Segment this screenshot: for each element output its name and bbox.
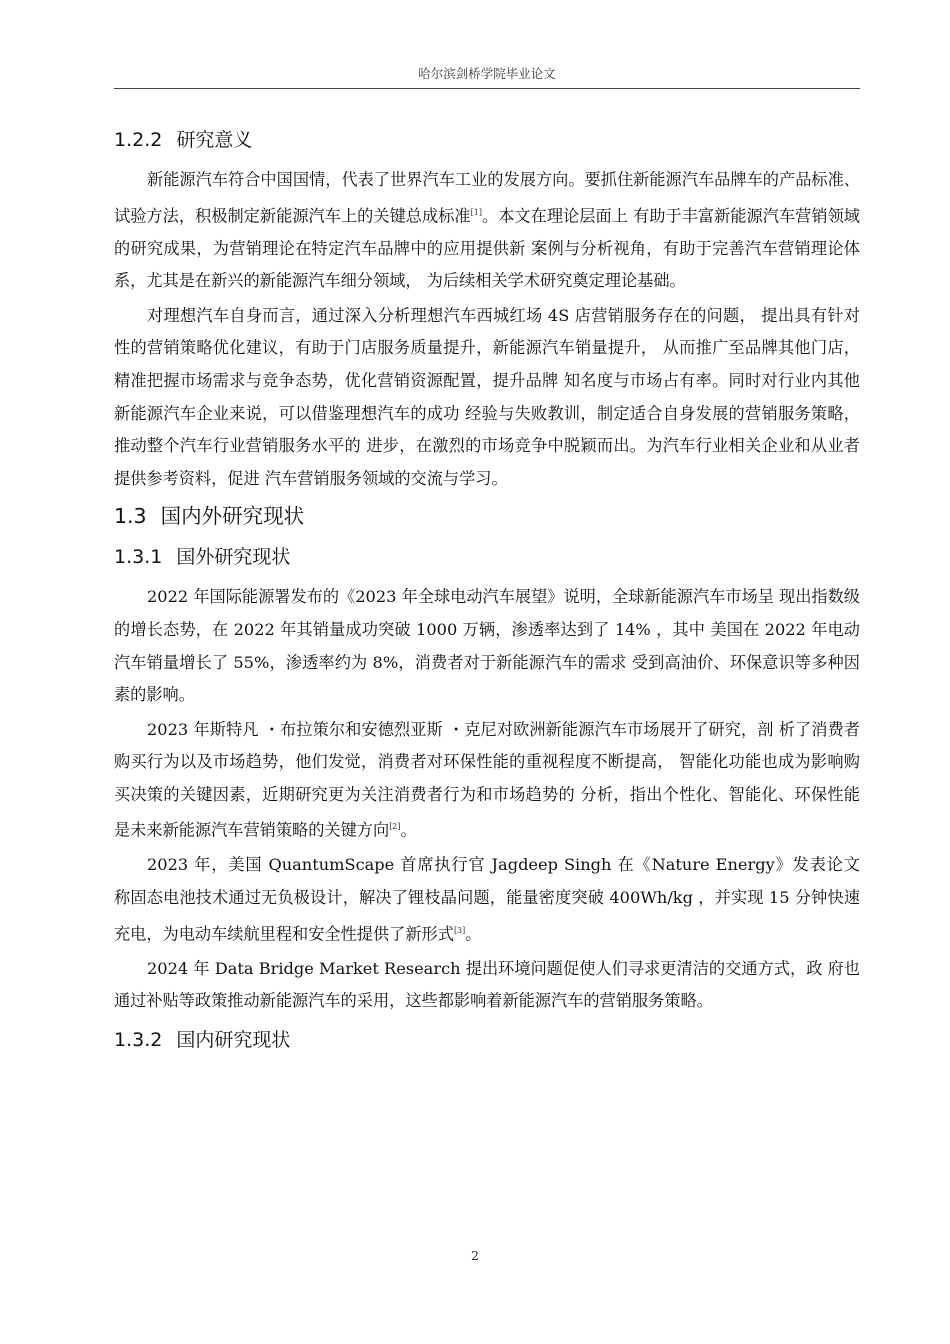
citation-ref: [1]	[470, 207, 482, 217]
page-body	[114, 124, 860, 1064]
heading-1-2-2	[114, 124, 860, 164]
section-title: 国内研究现状	[176, 1028, 291, 1051]
paragraph-text: 2023 年，美国 QuantumScape 首席执行官 Jagdeep Singh 在《Nature Energy》发表论文 称固态电池技术通过无负极设计，解决了锂枝晶问题，能量密度突破 400Wh/kg ，并实现 15 分钟快速充电，为电动车续航里程和安全性提供了新形式	[114, 855, 860, 944]
header-rule	[114, 88, 860, 89]
citation-ref: [3]	[453, 925, 466, 935]
paragraph-foreign-1: 2022 年国际能源署发布的《2023 年全球电动汽车展望》说明，全球新能源汽车市场呈 现出指数级的增长态势，在 2022 年其销量成功突破 1000 万辆，渗透率达到了 14% ，其中 美国在 2022 年电动汽车销量增长了 55%，渗透率约为 8%，消费者对于新能源汽车的需求 受到高油价、环保意识等多种因素的影响。	[114, 587, 860, 705]
heading-1-3-1	[114, 541, 860, 581]
section-title: 研究意义	[176, 129, 253, 151]
paragraph-text: 新能源汽车符合中国国情，代表了世界汽车工业的发展方向。要抓住新能源汽车品牌车的产品标准、试验方法，积极制定新能源汽车上的关键总成标准	[114, 170, 860, 225]
section-number: 1.3.1	[114, 546, 163, 569]
section-number: 1.3.2	[114, 1028, 163, 1051]
paragraph-foreign-3	[114, 849, 860, 950]
section-title: 国内外研究现状	[160, 504, 305, 529]
heading-1-3-2	[114, 1024, 860, 1064]
section-number: 1.2.2	[114, 129, 163, 151]
paragraph-significance-2: 对理想汽车自身而言，通过深入分析理想汽车西城红场 4S 店营销服务存在的问题， 提出具有针对性的营销策略优化建议，有助于门店服务质量提升，新能源汽车销量提升， 从而推广至品牌其他门店，精准把握市场需求与竞争态势，优化营销资源配置，提升品牌 知名度与市场占有率。同时对行业内其他新能源汽车企业来说，可以借鉴理想汽车的成功 经验与失败教训，制定适合自身发展的营销服务策略，推动整个汽车行业营销服务水平的 进步，在激烈的市场竞争中脱颖而出。为汽车行业相关企业和从业者提供参考资料，促进 汽车营销服务领域的交流与学习。	[114, 305, 860, 488]
page-number: 2	[471, 1248, 479, 1263]
paragraph-text: 。	[400, 820, 417, 840]
running-header: 哈尔滨剑桥学院毕业论文	[418, 66, 556, 81]
section-number: 1.3	[114, 504, 147, 529]
paragraph-significance-1	[114, 164, 860, 298]
section-title: 国外研究现状	[176, 546, 291, 569]
paragraph-text: 。	[465, 924, 482, 944]
paragraph-foreign-4: 2024 年 Data Bridge Market Research 提出环境问题促使人们寻求更清洁的交通方式，政 府也通过补贴等政策推动新能源汽车的采用，这些都影响着新能源汽车的营销服务策略。	[114, 958, 860, 1011]
paragraph-text: 2023 年斯特凡 ・布拉策尔和安德烈亚斯 ・克尼对欧洲新能源汽车市场展开了研究，剖 析了消费者购买行为以及市场趋势，他们发觉，消费者对环保性能的重视程度不断提高， 智能化功能也成为影响购买决策的关键因素，近期研究更为关注消费者行为和市场趋势的 分析，指出个性化、智能化、环保性能是未来新能源汽车营销策略的关键方向	[114, 719, 860, 840]
paragraph-text: 。本文在理论层面上 有助于丰富新能源汽车营销领域的研究成果，为营销理论在特定汽车品牌中的应用提供新 案例与分析视角，有助于完善汽车营销理论体系，尤其是在新兴的新能源汽车细分领域， 为后续相关学术研究奠定理论基础。	[114, 205, 860, 291]
citation-ref: [2]	[389, 822, 401, 832]
heading-1-3	[114, 497, 860, 535]
paragraph-foreign-2	[114, 714, 860, 848]
